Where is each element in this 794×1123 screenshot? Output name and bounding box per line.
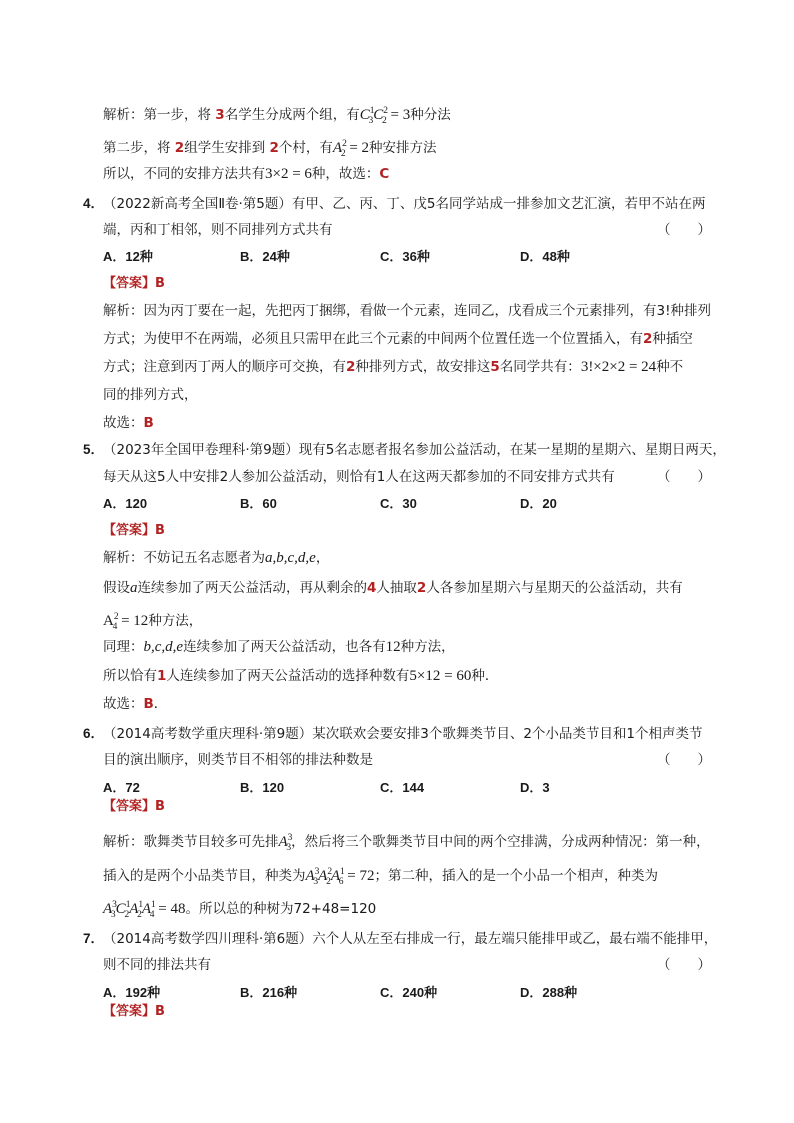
question-4-text-line2: 端，丙和丁相邻，则不同排列方式共有	[103, 222, 333, 238]
solution-step3: 所以，不同的安排方法共有3×2 = 6种，故选：C	[103, 166, 390, 182]
question-5-text-line2: 每天从这5人中安排2人参加公益活动，则恰有1人在这两天都参加的不同安排方式共有	[103, 469, 615, 485]
solution-line: 同理：b,c,d,e连续参加了两天公益活动，也各有12种方法，	[103, 639, 455, 655]
solution-conclusion: 故选：B	[103, 415, 154, 431]
option-b: B．216种	[240, 985, 298, 1000]
question-6-text-line1: （2014高考数学重庆理科·第9题）某次联欢会要安排3个歌舞类节目、2个小品类节目和1个相声类节	[103, 726, 703, 742]
solution-line: $A^2_4 = 12$种方法，	[103, 612, 203, 632]
option-b: B．24种	[240, 249, 290, 264]
option-c: C．36种	[380, 249, 430, 264]
question-number-7: 7．	[83, 931, 105, 946]
option-c: C．144	[380, 780, 425, 795]
solution-line: 插入的是两个小品类节目，种类为$A^3_3A^2_2A^1_6 = 72$；第二种，插入的是一个小品一个相声，种类为	[103, 867, 658, 887]
option-a: A．12种	[103, 249, 153, 264]
question-7-text-line1: （2014高考数学四川理科·第6题）六个人从左至右排成一行，最左端只能排甲或乙，最右端不能排甲，	[103, 931, 718, 947]
option-a: A．72	[103, 780, 140, 795]
option-d: D．48种	[520, 249, 570, 264]
option-b: B．120	[240, 780, 285, 795]
answer-label: 【答案】B	[103, 276, 165, 291]
answer-label: 【答案】B	[103, 523, 165, 538]
solution-step1: 解析：第一步，将 3名学生分成两个组，有$C^1_3C^2_2 = 3$种分法	[103, 106, 451, 126]
solution-line: 解析：不妨记五名志愿者为a,b,c,d,e，	[103, 550, 330, 566]
solution-line: 解析：因为丙丁要在一起，先把丙丁捆绑，看做一个元素，连同乙，戊看成三个元素排列，有3!种排列	[103, 303, 711, 319]
solution-line: 方式；为使甲不在两端，必须且只需甲在此三个元素的中间两个位置任选一个位置插入，有2种插空	[103, 331, 693, 347]
answer-blank: （ ）	[657, 752, 711, 768]
question-5-text-line1: （2023年全国甲卷理科·第9题）现有5名志愿者报名参加公益活动，在某一星期的星期六、星期日两天，	[103, 442, 726, 458]
option-c: C．30	[380, 496, 417, 511]
solution-line: 解析：歌舞类节目较多可先排$A^3_3$，然后将三个歌舞类节目中间的两个空排满，分成两种情况：第一种，	[103, 833, 710, 853]
question-4-text-line1: （2022新高考全国Ⅱ卷·第5题）有甲、乙、丙、丁、戊5名同学站成一排参加文艺汇演，若甲不站在两	[103, 196, 706, 212]
option-a: A．120	[103, 496, 148, 511]
question-number-6: 6．	[83, 726, 105, 741]
formula-a: $A^3_3C^1_2A^1_2A^1_4$	[103, 900, 156, 920]
formula-c: $C^1_3C^2_2 = 3$	[359, 106, 411, 126]
formula-a: $A^2_2 = 2$	[332, 139, 370, 159]
option-d: D．20	[520, 496, 557, 511]
solution-line: 方式；注意到丙丁两人的顺序可交换，有2种排列方式，故安排这5名同学共有：3!×2×2 = 24种不	[103, 359, 684, 375]
solution-line: $A^3_3C^1_2A^1_2A^1_4 = 48$。所以总的种树为72+48=120	[103, 900, 377, 920]
answer-blank: （ ）	[657, 222, 711, 238]
solution-line: 假设a连续参加了两天公益活动，再从剩余的4人抽取2人各参加星期六与星期天的公益活动，共有	[103, 580, 683, 596]
question-number-5: 5．	[83, 442, 105, 457]
solution-line: 所以恰有1人连续参加了两天公益活动的选择种数有5×12 = 60种．	[103, 668, 499, 684]
answer-blank: （ ）	[657, 957, 711, 973]
answer-blank: （ ）	[657, 469, 711, 485]
solution-conclusion: 故选：B．	[103, 696, 168, 712]
solution-line: 同的排列方式，	[103, 387, 198, 403]
question-6-text-line2: 目的演出顺序，则类节目不相邻的排法种数是	[103, 752, 373, 768]
option-b: B．60	[240, 496, 277, 511]
question-7-text-line2: 则不同的排法共有	[103, 957, 211, 973]
option-a: A．192种	[103, 985, 161, 1000]
solution-step2: 第二步，将 2组学生安排到 2个村，有$A^2_2 = 2$种安排方法	[103, 139, 437, 159]
formula-a: $A^3_3A^2_2A^1_6$	[305, 867, 345, 887]
option-c: C．240种	[380, 985, 438, 1000]
option-d: D．288种	[520, 985, 578, 1000]
formula-a: $A^3_3$	[278, 833, 293, 853]
option-d: D．3	[520, 780, 550, 795]
question-number-4: 4．	[83, 196, 105, 211]
answer-label: 【答案】B	[103, 799, 165, 814]
answer-label: 【答案】B	[103, 1004, 165, 1019]
formula-a: $A^2_4$	[103, 612, 119, 632]
